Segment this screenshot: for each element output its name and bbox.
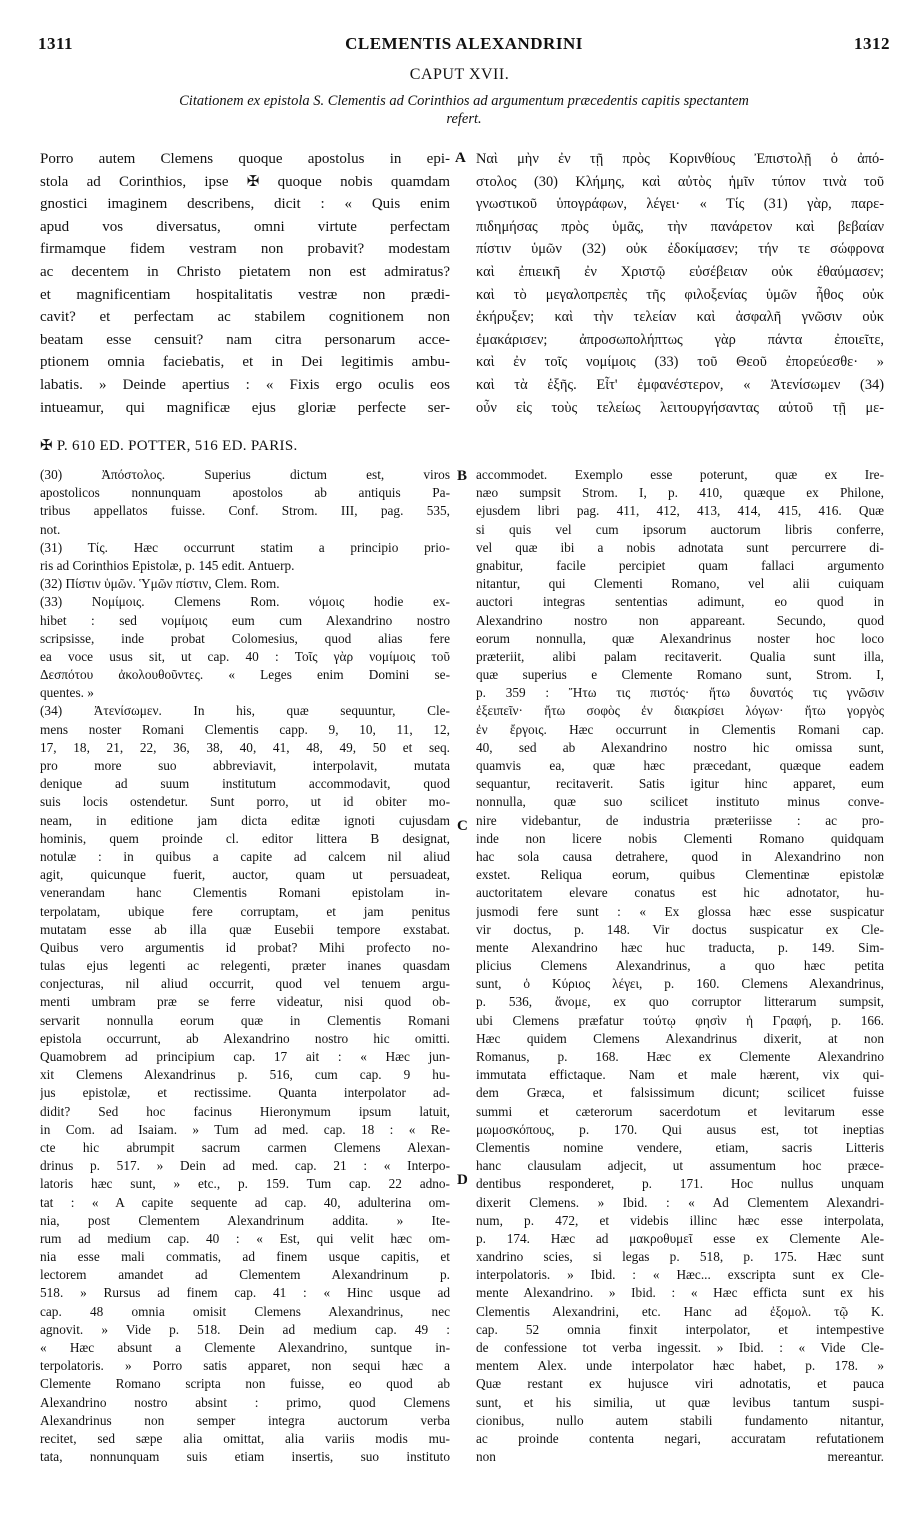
text-line: menti umbram præ se ferre videatur, nisi quod ob- <box>40 994 450 1010</box>
text-line: Romanus, p. 168. Hæc ex Clemente Alexandrino <box>476 1049 884 1064</box>
text-line: gnostici imaginem describens, dicit : « Quis enim <box>40 196 450 213</box>
text-line: οὖν εἰς τοὺς τελείως λειτουργήσαντας αὐτοῦ τῇ με- <box>476 399 884 416</box>
text-line: in Com. ad Isaiam. » Tum ad med. cap. 18 : « Re- <box>40 1121 450 1137</box>
text-line: inde non licere nobis Clementi Romano quidquam <box>476 830 884 846</box>
text-line: quæ superius e Clemente Romano sunt, Strom. I, <box>476 667 884 683</box>
text-line: apostolicos nonnunquam apostolos ab antiquis Pa- <box>40 485 450 501</box>
running-title: CLEMENTIS ALEXANDRINI <box>345 34 583 53</box>
running-header <box>38 34 890 56</box>
text-line: cionibus, nullo autem stabili fundamento nitantur, <box>476 1412 884 1428</box>
text-line: Clementis Alexandrini, etc. Hanc ad ἐξομολ. τῷ Κ. <box>476 1303 884 1319</box>
chapter-summary-line: Citationem ex epistola S. Clementis ad Corinthios ad argumentum præcedentis capitis spectantem <box>179 93 749 109</box>
text-line: scripsisse, inde probat Colomesius, quod alias fere <box>40 630 450 646</box>
text-line: venerandam hanc Clementis Romani epistolam in- <box>40 885 450 901</box>
text-line: 40, sed ab Alexandrino nostro hic omissa sunt, <box>476 739 884 755</box>
text-line: apud vos diversatus, omni virtute perfectam <box>40 218 450 235</box>
text-line: stola ad Corinthios, ipse ✠ quoque nobis quamdam <box>40 173 450 190</box>
text-line: p. 359 : Ἤτω τις πιστός· ἤτω δυνατός τις γνῶσιν <box>476 685 884 701</box>
text-line: Alexandrinus non semper integra auctorum verba <box>40 1412 450 1428</box>
text-line: cte hic abrumpit sacrum carmen Clemens Alexan- <box>40 1139 450 1155</box>
text-line: et magnificentiam hospitalitatis vestræ non prædi- <box>40 286 450 303</box>
notes-right-column <box>476 466 884 1466</box>
text-line: si quis vel cum ipsorum auctorum libris conferre, <box>476 521 884 537</box>
text-line: ἐν ἔργοις. Hæc occurrunt in Clementis Romani cap. <box>476 721 884 737</box>
text-line: mentem Alex. unde interpolator hæc habet, p. 178. » <box>476 1358 884 1374</box>
text-line: ris ad Corinthios Epistolæ, p. 145 edit. Antuerp. <box>40 557 295 573</box>
text-line: xit Clemens Alexandrinus p. 516, cum cap. 9 hu- <box>40 1067 450 1083</box>
text-line: sunt, et his similia, ut quæ levibus tantum suspi- <box>476 1394 884 1410</box>
text-line: Hæc quidem Clemens Alexandrinus dixerit, at non <box>476 1030 884 1046</box>
chapter-heading: CAPUT XVII. <box>409 66 510 83</box>
chapter-summary-line: refert. <box>446 111 482 127</box>
text-line: καὶ ἐπιεικῆ ἐν Χριστῷ εὐσέβειαν οὐκ ἐθαύμασεν; <box>476 263 884 280</box>
text-line: (31) Τίς. Hæc occurrunt statim a principio prio- <box>40 539 450 555</box>
text-line: cap. 48 omnia omisit Clemens Alexandrinus, nec <box>40 1303 450 1319</box>
edition-reference: ✠ P. 610 ED. POTTER, 516 ED. PARIS. <box>40 438 298 454</box>
text-line: beatam esse censuit? nam citra personarum acce- <box>40 331 450 348</box>
text-line: πίστιν ὑμῶν (32) οὐκ ἐδοκίμασεν; τήν τε σώφρονα <box>476 241 884 258</box>
notes-left-column <box>40 466 450 1466</box>
text-line: 518. » Rursus ad finem cap. 41 : « Hinc usque ad <box>40 1285 450 1301</box>
text-line: Alexandrino nostro non appareant. Secundo, quod <box>476 612 884 628</box>
text-line: servarit nonnulla eorum quæ in Clementis Romani <box>40 1012 450 1028</box>
text-line: Quibus vero argumentis id probat? Mihi profecto no- <box>40 939 450 955</box>
text-line: καὶ τὸ μεγαλοπρεπὲς τῆς φιλοξενίας ὑμῶν ἦθος οὐκ <box>476 286 884 303</box>
text-line: quamvis ea, quæ hæc præcedant, quæque eadem <box>476 758 884 773</box>
text-line: tat : « A capite sequente ad cap. 40, adulterina om- <box>40 1194 450 1210</box>
text-line: ἐξειπεῖν· ἤτω σοφὸς ἐν διακρίσει λόγων· ἤτω γοργὸς <box>476 703 884 719</box>
text-line: Δεσπότου ἀκολουθοῦντες. « Leges enim Domini se- <box>40 667 450 683</box>
text-line: dixerit Clemens. » Ibid. : « Ad Clementem Alexandri- <box>476 1194 884 1210</box>
text-line: Porro autem Clemens quoque apostolus in epi- <box>40 151 450 167</box>
text-line: immutata effictaque. Nam et male hærent, vix qui- <box>476 1067 884 1083</box>
text-line: epistola occurrunt, ab Alexandrino nostro hic omitti. <box>40 1030 450 1046</box>
text-line: Alexandrino nostro absint : primo, quod Clemens <box>40 1394 450 1410</box>
text-line: p. 174. Hæc ad μακροθυμεῖ esse ex Clemente Ale- <box>476 1230 884 1246</box>
text-line: hominis, quem proinde cl. editor littera B designat, <box>40 830 450 846</box>
text-line: agit, quicunque fuerit, auctor, quam ut persuadeat, <box>40 867 450 883</box>
text-line: Clementis nomine vendere, etiam, sacris Litteris <box>476 1139 884 1155</box>
text-line: nonnulla, quæ suo scilicet instituto minus conve- <box>476 794 884 810</box>
text-line: næo sumpsit Strom. I, p. 410, quæque ex Philone, <box>476 485 884 501</box>
text-line: Ναὶ μὴν ἐν τῇ πρὸς Κορινθίους Ἐπιστολῇ ὁ ἀπό- <box>476 151 884 167</box>
text-line: lectorem amandet ad Clementem Alexandrinum p. <box>40 1267 450 1283</box>
text-line: de confessione tot verba ingessit. » Ibid. : « Vide Cle- <box>476 1340 884 1355</box>
text-line: intueamur, qui magnificæ ejus gloriæ perfecte ser- <box>40 399 450 416</box>
text-line: πιδημήσας πρὸς ὑμᾶς, τὴν πανάρετον καὶ βεβαίαν <box>476 218 884 235</box>
text-line: rum ad medium cap. 40 : « Est, qui velit hæc om- <box>40 1230 450 1246</box>
text-line: pro more suo abbreviavit, interpolavit, mutata <box>40 758 450 773</box>
text-line: (34) Ἀτενίσωμεν. In his, quæ sequuntur, Cle- <box>40 703 450 719</box>
text-line: ἐκήρυξεν; καὶ τὴν τελείαν καὶ ἀσφαλῆ γνῶσιν οὐκ <box>476 309 884 326</box>
text-line: ubi Clemens præfatur τούτῳ φησὶν ἡ Γραφή, p. 166. <box>476 1012 884 1028</box>
greek-text-column <box>476 148 884 419</box>
text-line: hibet : sed νομίμοις eum cum Alexandrino nostro <box>40 612 450 628</box>
text-line: auctoritatem elevare conatus est hic adnotator, hu- <box>476 885 884 901</box>
text-line: tulas ejus legenti ac relegenti, præter inanes quasdam <box>40 958 450 974</box>
text-line: xandrino scies, si legas p. 518, p. 175. Hæc sunt <box>476 1249 884 1265</box>
text-line: vir doctus, p. 148. Vir doctus suspicatur ex Cle- <box>476 921 884 937</box>
text-line: firmamque fidem vestram non probavit? modestam <box>40 241 450 258</box>
text-line: plicius Clemens Alexandrinus, a quo hæc petita <box>476 958 884 974</box>
text-line: (30) Ἀπόστολος. Superius dictum est, viros <box>40 467 450 482</box>
text-line: recitet, sed sæpe alia omittat, alia variis modis mu- <box>40 1430 450 1446</box>
text-line: nitantur, qui Clementi Romano, vel alii cuiquam <box>476 576 884 592</box>
text-line: labatis. » Deinde apertius : « Fixis ergo oculis eos <box>40 376 450 393</box>
text-line: jusmodi fere sunt : « Ex glossa hæc esse suspicatur <box>476 903 884 919</box>
text-line: sequantur, recitaverit. Satis igitur hinc apparet, eum <box>476 776 884 792</box>
text-line: μωμοσκόπους, p. 170. Qui ausus est, tot ineptias <box>476 1121 884 1137</box>
text-line: neam, in editione jam dicta editæ ignoti cujusdam <box>40 812 450 828</box>
text-line: (33) Νομίμοις. Clemens Rom. νόμοις hodie ex- <box>40 594 450 610</box>
text-line: γνωστικοῦ ὑπογράφων, λέγει· « Τίς (31) γὰρ, παρε- <box>476 196 884 213</box>
page-number-left: 1311 <box>38 34 74 53</box>
text-line: mens noster Romani Clementis capp. 9, 10, 11, 12, <box>40 721 450 737</box>
text-line: conjecturas, nil aliud occurrit, quod vel tenuem argu- <box>40 976 450 992</box>
text-line: mutatam esse ab illa quæ Eusebii tempore exstabat. <box>40 921 450 937</box>
text-line: mente Alexandrino. » Ibid. : « Hæc efficta sunt ex his <box>476 1285 884 1301</box>
text-line: gnabitur, facile percipiet quam fallaci argumento <box>476 557 884 573</box>
text-line: hac sola causa detrahere, quod in Alexandrino non <box>476 848 884 864</box>
text-line: terpolatam, ubique fere corruptam, et jam penitus <box>40 903 450 919</box>
text-line: nia esse mali commatis, ad finem usque capitis, et <box>40 1249 450 1265</box>
text-line: ac proinde contenta negari, accuratam refutationem <box>476 1430 884 1446</box>
text-line: denique ad suum institutum accommodavit, quod <box>40 776 450 792</box>
text-line: summi et cæterorum sacerdotum et levitarum esse <box>476 1103 884 1119</box>
text-line: notulæ : in quibus a capite ad calcem nil aliud <box>40 848 450 864</box>
text-line: dentibus responderet, p. 171. Hoc nullus unquam <box>476 1176 884 1192</box>
text-line: nire videbantur, de industria præteriisse : ac pro- <box>476 812 884 828</box>
text-line: tribus appellatos fuisse. Conf. Strom. III, pag. 535, <box>40 503 450 519</box>
text-line: quentes. » <box>40 685 94 701</box>
text-line: not. <box>40 521 61 537</box>
text-line: num, p. 472, et videbis illinc hæc esse interpolata, <box>476 1212 884 1228</box>
text-line: ejusdem libri pag. 411, 412, 413, 414, 415, 416. Quæ <box>476 503 884 519</box>
text-line: Clemente Romano scripta non fuisse, eo quod ab <box>40 1376 450 1392</box>
margin-mark-b: B <box>457 468 468 484</box>
text-line: præteriit, alibi palam recitaverit. Qualia sunt illa, <box>476 648 884 664</box>
text-line: non mereantur. <box>476 1449 884 1465</box>
text-line: latoris hæc sunt, » etc., p. 159. Tum cap. 22 adno- <box>40 1176 450 1192</box>
text-line: « Hæc absunt a Clemente Alexandrino, suntque in- <box>40 1340 450 1355</box>
text-line: vel quæ ibi a nobis adnotata sunt percurrere di- <box>476 539 884 555</box>
text-line: ea voce usus sit, ut cap. 40 : Τοῖς γὰρ νομίμοις τοῦ <box>40 648 450 664</box>
text-line: drinus p. 517. » Dein ad med. cap. 21 : « Interpo- <box>40 1158 450 1174</box>
chapter-summary <box>36 92 892 128</box>
text-line: καὶ τὰ ἑξῆς. Εἶτ' ἐμφανέστερον, « Ἀτενίσωμεν (34) <box>476 376 884 393</box>
text-line: ac decentem in Christo pietatem non est admiratus? <box>40 263 450 280</box>
text-line: suis locis ostendetur. Sunt porro, ut id obiter mo- <box>40 794 450 810</box>
text-line: cap. 52 omnia finxit interpolator, et intempestive <box>476 1321 884 1337</box>
text-line: Quæ restant ex hujusce viri adnotatis, et pauca <box>476 1376 884 1392</box>
margin-mark-c: C <box>457 818 468 834</box>
margin-mark-d: D <box>457 1172 468 1188</box>
text-line: auctori integras sententias adimunt, eo quod in <box>476 594 884 610</box>
text-line: dem Græca, et falsissimum dicunt; scilicet fuisse <box>476 1085 884 1101</box>
text-line: eorum nonnulla, quæ Alexandrinus noster hoc loco <box>476 630 884 646</box>
text-line: στολος (30) Κλήμης, καὶ αὐτὸς ἡμῖν τύπον τινὰ τοῦ <box>476 173 884 190</box>
text-line: accommodet. Exemplo esse poterunt, quæ ex Ire- <box>476 467 884 482</box>
text-line: exstet. Reliqua eorum, quibus Clementinæ epistolæ <box>476 867 884 883</box>
text-line: didit? Sed hoc facinus Hieronymum ipsum latuit, <box>40 1103 450 1119</box>
text-line: 17, 18, 21, 22, 36, 38, 40, 41, 48, 49, 50 et seq. <box>40 739 450 755</box>
text-line: cavit? et perfectam ac stabilem cognitionem non <box>40 309 450 326</box>
text-line: καὶ ἐν τοῖς νομίμοις (33) τοῦ Θεοῦ ἐπορεύεσθε· » <box>476 354 884 371</box>
text-line: hanc clausulam adjecit, ut assumentum hoc præce- <box>476 1158 884 1174</box>
text-line: jus epistolæ, et rectissime. Quanta interpolator ad- <box>40 1085 450 1101</box>
text-line: p. 536, ἄνομε, ex quo corruptor litterarum sumpsit, <box>476 994 884 1010</box>
text-line: tata, nonnunquam suis etiam insertis, suo instituto <box>40 1449 450 1465</box>
text-line: agnovit. » Vide p. 518. Dein ad medium cap. 49 : <box>40 1321 450 1337</box>
text-line: sunt, ὁ Κύριος λέγει, p. 160. Clemens Alexandrinus, <box>476 976 884 992</box>
text-line: interpolatoris. » Ibid. : « Hæc... exscripta sunt ex Cle- <box>476 1267 884 1283</box>
text-line: ἐμακάρισεν; ἀπροσωπολήπτως γὰρ πάντα ἐποιεῖτε, <box>476 331 884 348</box>
page-number-right: 1312 <box>854 34 890 53</box>
text-line: nia, post Clementem Alexandrinum addita. » Ite- <box>40 1212 450 1228</box>
margin-mark-a: A <box>455 150 466 166</box>
text-line: ptionem omnia faciebatis, et in Dei legitimis ambu- <box>40 354 450 371</box>
text-line: terpolatoris. » Porro satis apparet, non sequi hæc a <box>40 1358 450 1374</box>
latin-text-column <box>40 148 450 419</box>
text-line: (32) Πίστιν ὑμῶν. Ὑμῶν πίστιν, Clem. Rom. <box>40 576 280 592</box>
text-line: mente Alexandrino hæc huc traducta, p. 149. Sim- <box>476 939 884 955</box>
text-line: Quamobrem ad principium cap. 17 ait : « Hæc jun- <box>40 1049 450 1064</box>
